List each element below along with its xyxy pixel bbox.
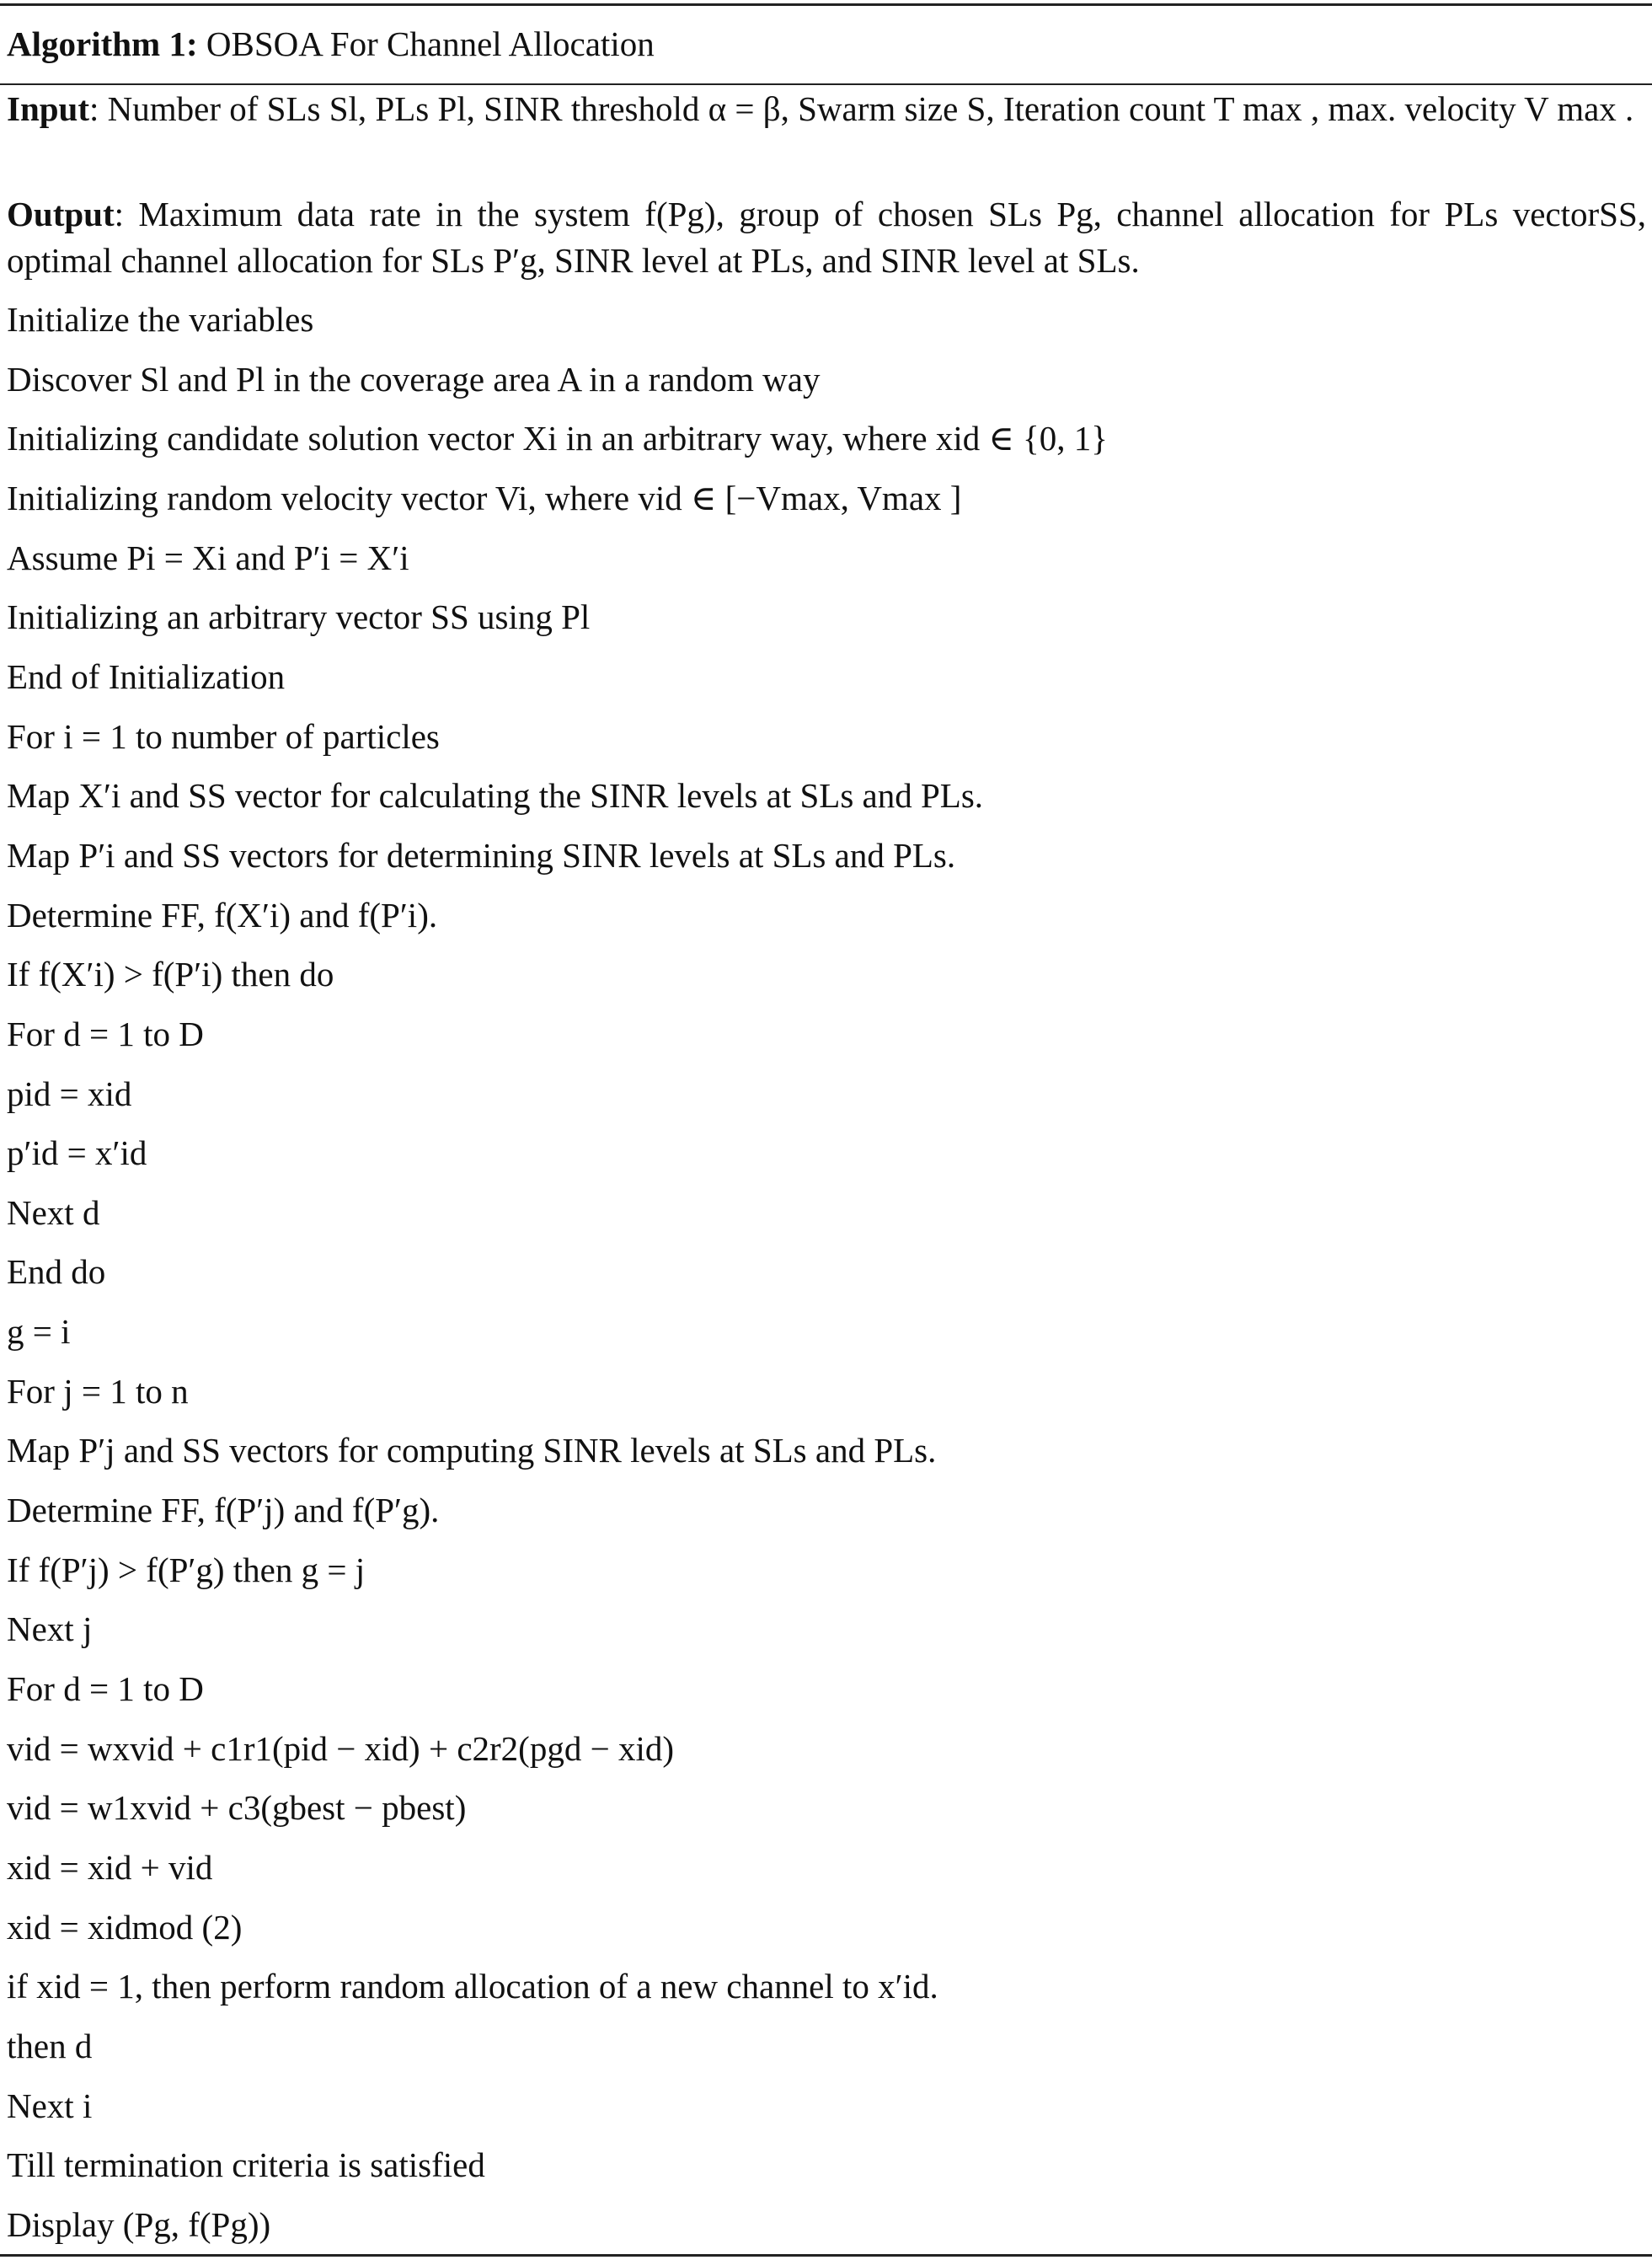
algorithm-step: Next i [7,2086,93,2125]
algorithm-step: Map P′j and SS vectors for computing SINR levels at SLs and PLs. [7,1431,937,1470]
algorithm-step: pid = xid [7,1074,132,1113]
algorithm-step: Till termination criteria is satisfied [7,2145,485,2185]
top-rule [0,3,1652,6]
algorithm-step: If f(P′j) > f(P′g) then g = j [7,1550,366,1589]
algorithm-step: Map P′i and SS vectors for determining SINR levels at SLs and PLs. [7,835,956,875]
algorithm-step: Next d [7,1192,100,1232]
algorithm-step: then d [7,2026,93,2065]
algorithm-step: g = i [7,1312,71,1352]
algorithm-step: Assume Pi = Xi and P′i = X′i [7,538,409,577]
algorithm-step: xid = xid + vid [7,1847,213,1887]
algorithm-step: xid = xidmod (2) [7,1907,243,1947]
algorithm-step: Display (Pg, f(Pg)) [7,2204,271,2244]
algorithm-label: Algorithm 1: [7,24,198,63]
algorithm-step: For d = 1 to D [7,1669,204,1708]
algorithm-step: Initializing candidate solution vector Xi in an arbitrary way, where xid ∈ {0, 1} [7,419,1108,458]
algorithm-title: OBSOA For Channel Allocation [206,24,655,63]
algorithm-step: Determine FF, f(X′i) and f(P′i). [7,895,438,935]
algorithm-step: If f(X′i) > f(P′i) then do [7,955,334,994]
algorithm-step: Initialize the variables [7,300,314,339]
algorithm-step: Discover Sl and Pl in the coverage area A in a random way [7,359,821,399]
algorithm-step: vid = w1xvid + c3(gbest − pbest) [7,1788,467,1828]
bottom-rule [0,2254,1652,2257]
algorithm-step: p′id = x′id [7,1133,147,1173]
algorithm-step: End do [7,1252,106,1292]
algorithm-step: Initializing an arbitrary vector SS using Pl [7,597,591,637]
algorithm-step: For j = 1 to n [7,1371,189,1411]
algorithm-step: For i = 1 to number of particles [7,716,440,756]
algorithm-step: vid = wxvid + c1r1(pid − xid) + c2r2(pgd − xid) [7,1728,674,1768]
output-label: Output [7,195,115,233]
output-block [7,191,1646,284]
algorithm-step: For d = 1 to D [7,1014,204,1053]
input-label: Input [7,89,90,128]
algorithm-step: End of Initialization [7,656,286,696]
algorithm-step: if xid = 1, then perform random allocation of a new channel to x′id. [7,1967,938,2006]
input-block [7,86,1646,132]
algorithm-caption [7,20,655,67]
caption-rule [0,83,1652,85]
algorithm-step: Next j [7,1609,93,1649]
output-text: : Maximum data rate in the system f(Pg), group of chosen SLs Pg, channel allocation for PLs vectorSS, optimal channel allocation for SLs P′g, SINR level at PLs, and SINR level at SLs. [7,195,1646,280]
algorithm-step: Initializing random velocity vector Vi, where vid ∈ [−Vmax, Vmax ] [7,479,962,517]
algorithm-step: Map X′i and SS vector for calculating the SINR levels at SLs and PLs. [7,776,984,816]
algorithm-step: Determine FF, f(P′j) and f(P′g). [7,1491,440,1529]
input-text: : Number of SLs Sl, PLs Pl, SINR threshold α = β, Swarm size S, Iteration count T max , max. velocity V max . [89,89,1634,128]
